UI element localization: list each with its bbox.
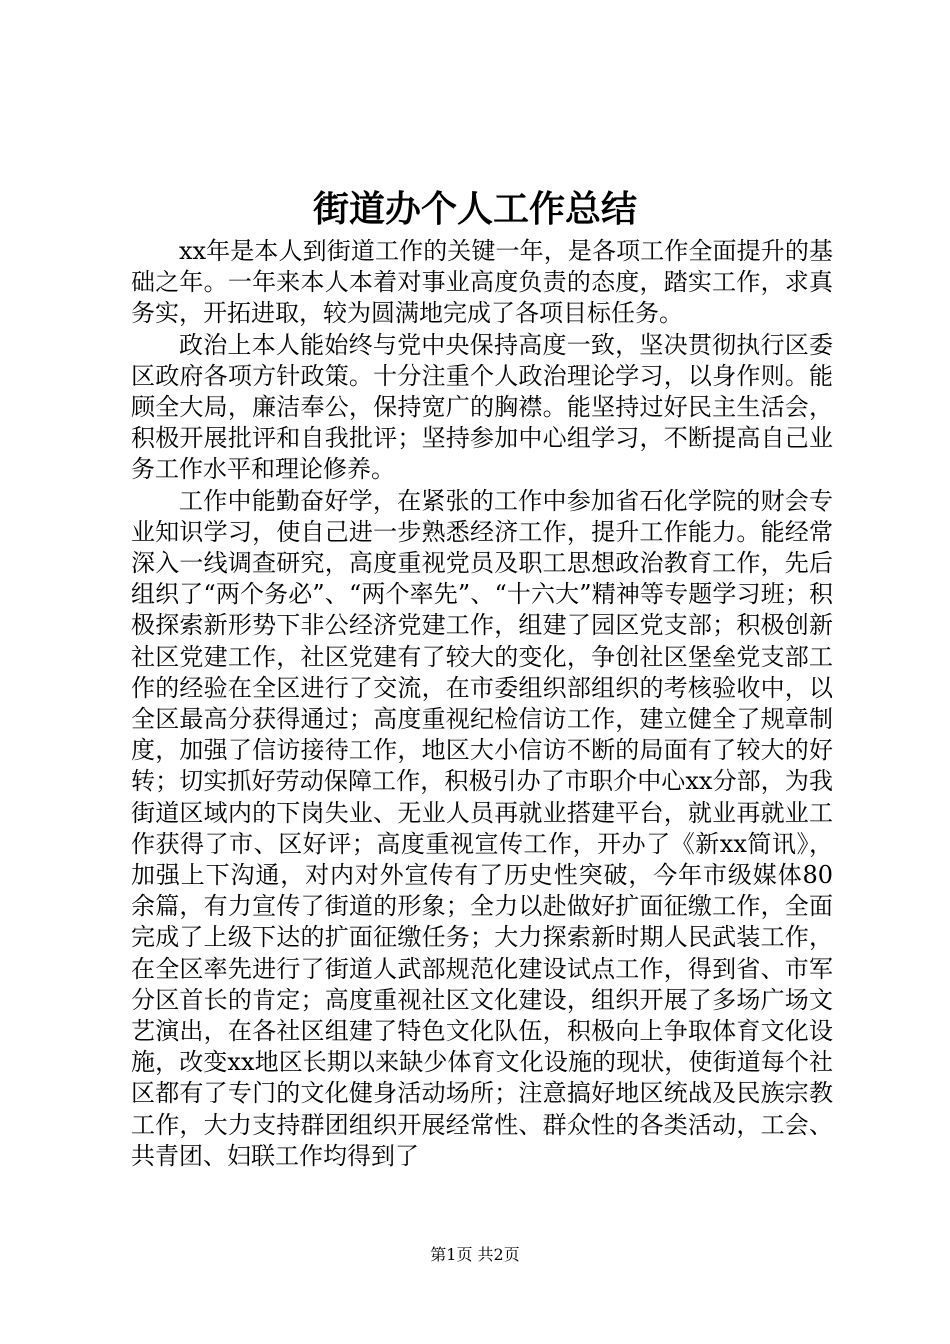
document-body xyxy=(131,236,833,1172)
document-title: 街道办个人工作总结 xyxy=(312,188,637,230)
paragraph-intro: xx年是本人到街道工作的关键一年，是各项工作全面提升的基础之年。一年来本人本着对事业高度负责的态度，踏实工作，求真务实，开拓进取，较为圆满地完成了各项目标任务。 xyxy=(131,237,833,328)
paragraph-work: 工作中能勤奋好学，在紧张的工作中参加省石化学院的财会专业知识学习，使自己进一步熟悉经济工作，提升工作能力。能经常深入一线调查研究，高度重视党员及职工思想政治教育工作，先后组织了“两个务必”、“两个率先”、“十六大”精神等专题学习班；积极探索新形势下非公经济党建工作，组建了园区党支部；积极创新社区党建工作，社区党建有了较大的变化，争创社区堡垒党支部工作的经验在全区进行了交流，在市委组织部组织的考核验收中，以全区最高分获得通过；高度重视纪检信访工作，建立健全了规章制度，加强了信访接待工作，地区大小信访不断的局面有了较大的好转；切实抓好劳动保障工作，积极引办了市职介中心xx分部，为我街道区域内的下岗失业、无业人员再就业搭建平台，就业再就业工作获得了市、区好评；高度重视宣传工作，开办了《新xx简讯》，加强上下沟通，对内对外宣传有了历史性突破，今年市级媒体80余篇，有力宣传了街道的形象；全力以赴做好扩面征缴工作，全面完成了上级下达的扩面征缴任务；大力探索新时期人民武装工作，在全区率先进行了街道人武部规范化建设试点工作，得到省、市军分区首长的肯定；高度重视社区文化建设，组织开展了多场广场文艺演出，在各社区组建了特色文化队伍，积极向上争取体育文化设施，改变xx地区长期以来缺少体育文化设施的现状，使街道每个社区都有了专门的文化健身活动场所；注意搞好地区统战及民族宗教工作，大力支持群团组织开展经常性、群众性的各类活动，工会、共青团、妇联工作均得到了 xyxy=(131,486,833,1170)
page-footer: 第1页 共2页 xyxy=(430,1245,520,1264)
paragraph-politics: 政治上本人能始终与党中央保持高度一致，坚决贯彻执行区委区政府各项方针政策。十分注重个人政治理论学习，以身作则。能顾全大局，廉洁奉公，保持宽广的胸襟。能坚持过好民主生活会，积极开展批评和自我批评；坚持参加中心组学习，不断提高自己业务工作水平和理论修养。 xyxy=(131,330,833,484)
